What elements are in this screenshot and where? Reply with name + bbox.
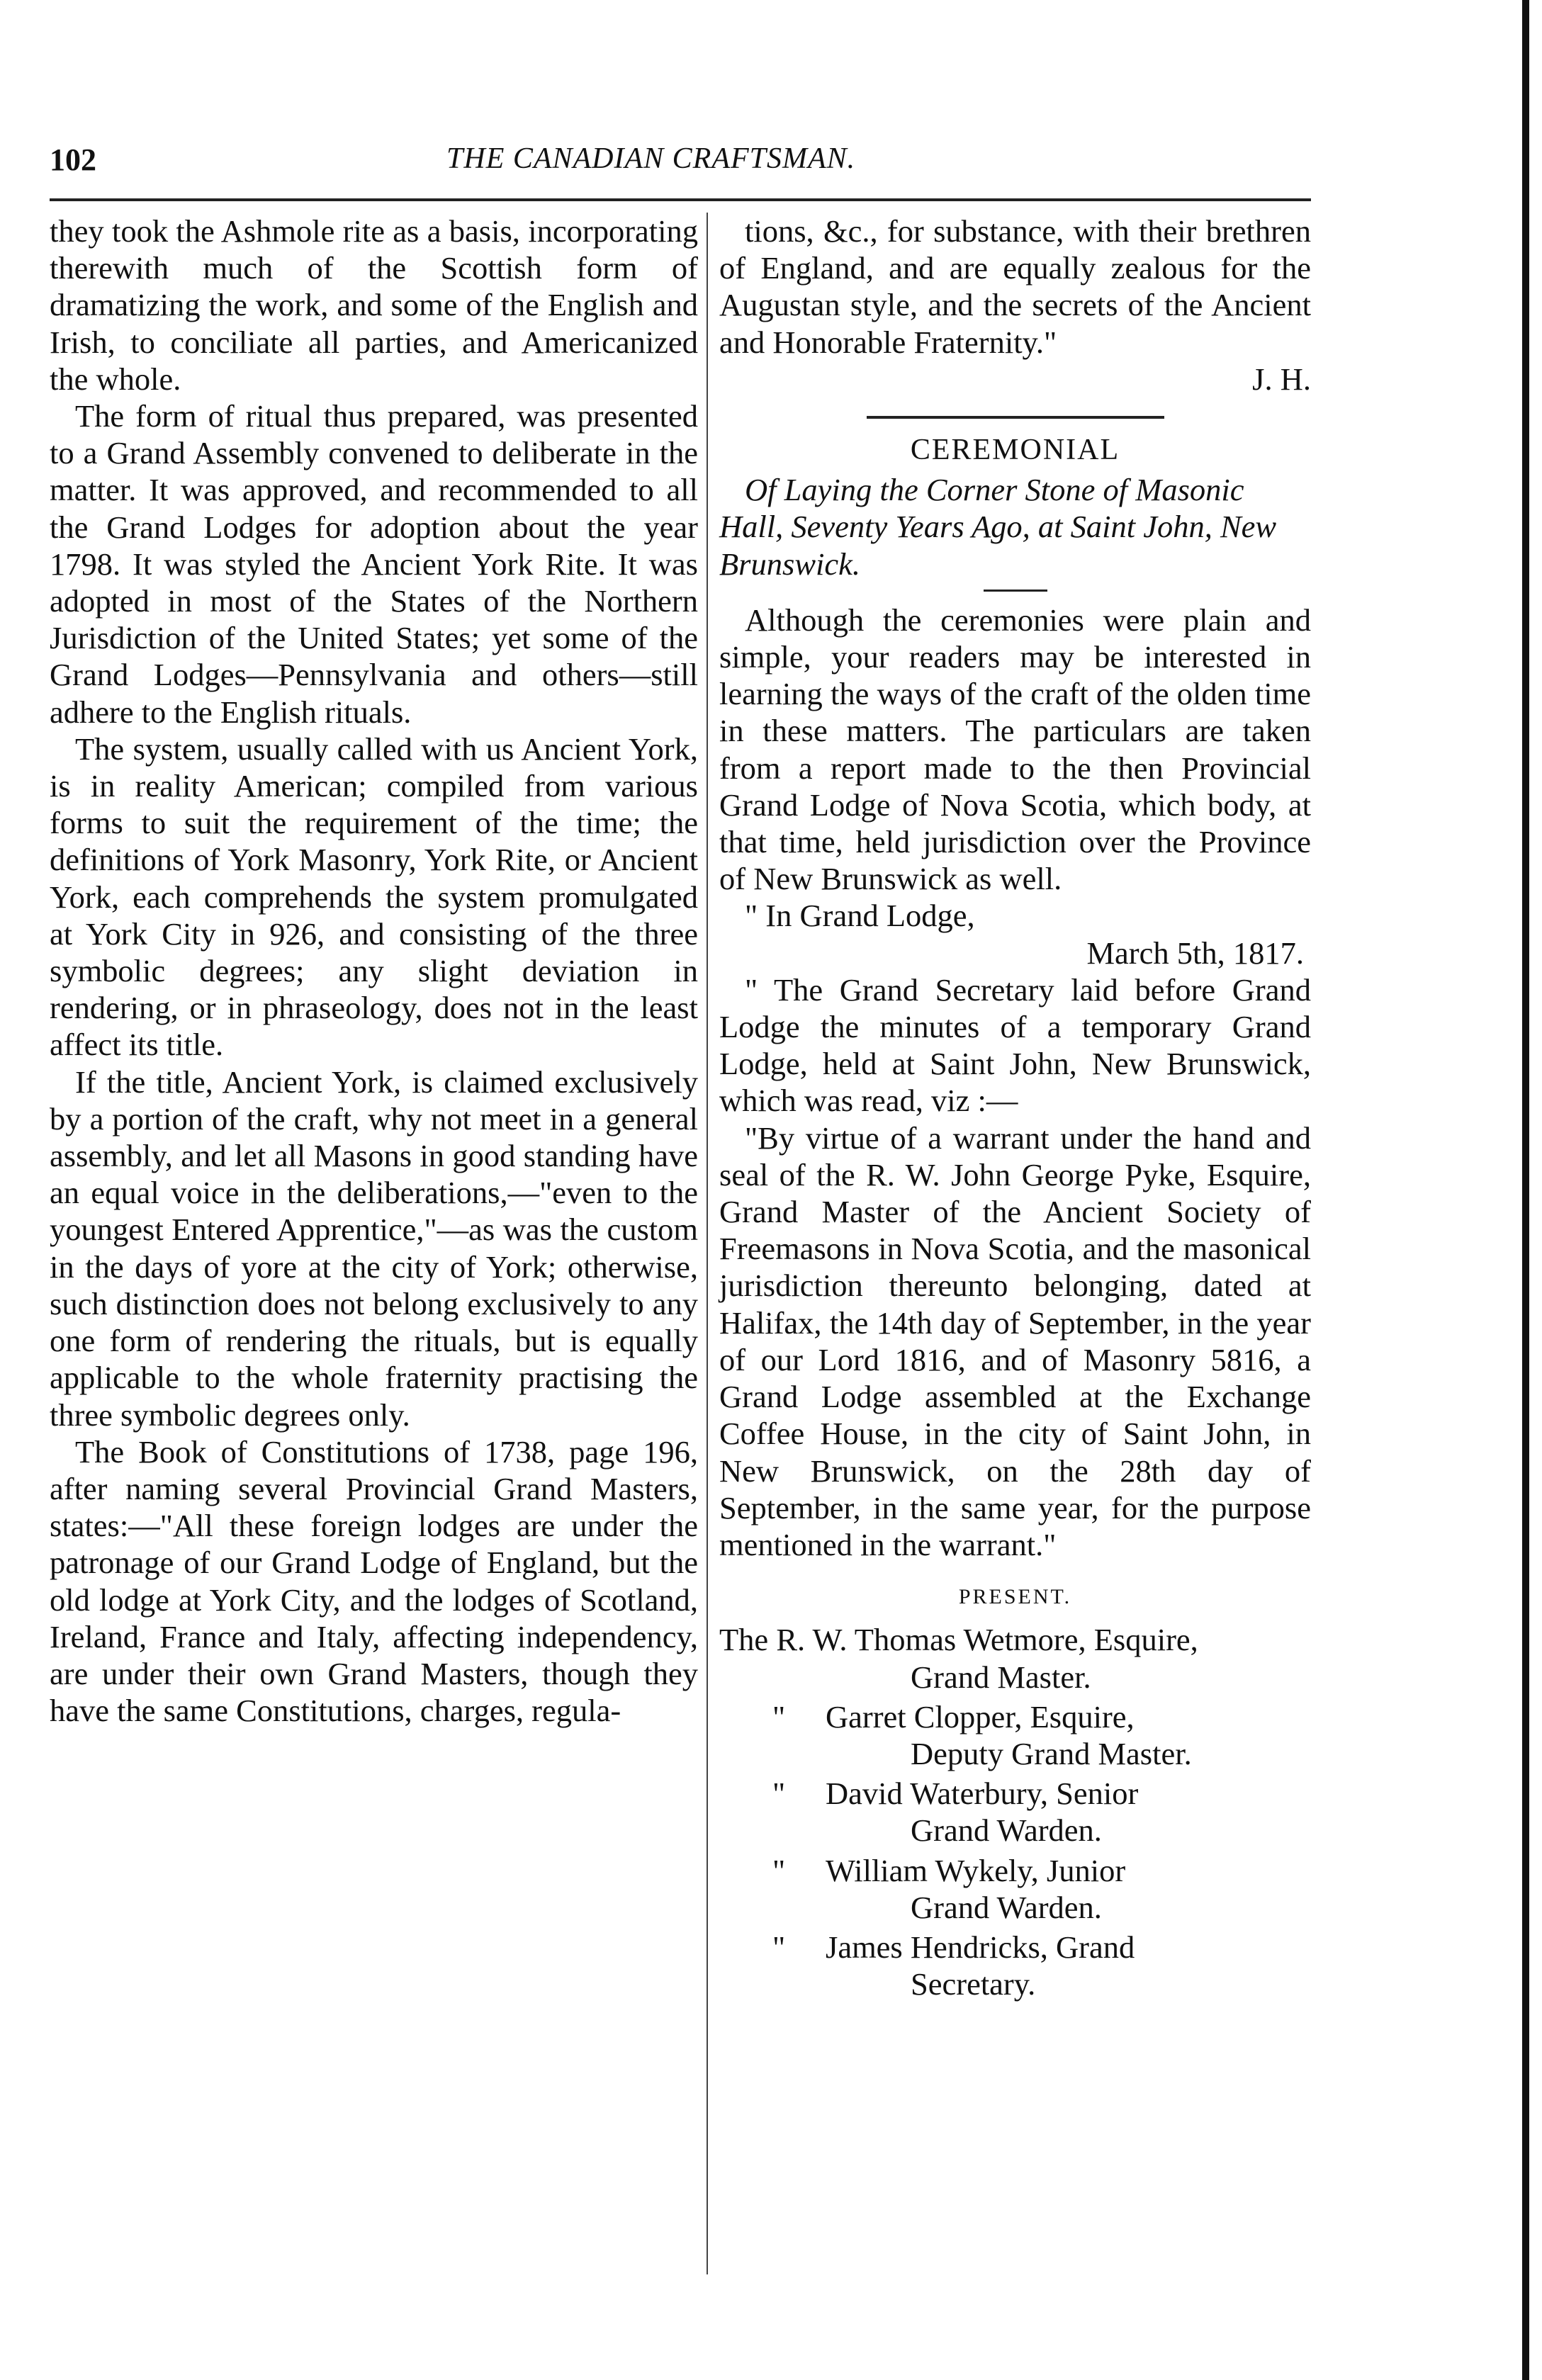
attendee-role: Grand Warden.: [911, 1812, 1102, 1849]
section-subheading: Of Laying the Corner Stone of Masonic Hall, Seventy Years Ago, at Saint John, New Brunswick.: [719, 472, 1277, 582]
section-ornament-rule: [867, 416, 1164, 419]
attendee-role: Grand Master.: [911, 1659, 1091, 1695]
header-rule: [50, 198, 1311, 201]
paragraph: The system, usually called with us Ancient York, is in reality American; compiled from various forms to suit the requirement of the time; the definitions of York Masonry, York Rite, or Ancient York, each comprehends the system promulgated at York City in 926, and consisting of the three symbolic degrees; any slight deviation in rendering, or in phraseology, does not in the least affect its title.: [50, 731, 698, 1063]
attendee-entry: [719, 1852, 1311, 1926]
attendee-role: Secretary.: [911, 1966, 1036, 2002]
right-column: [719, 213, 1311, 2005]
small-divider: [984, 590, 1047, 592]
attendee-name: William Wykely, Junior: [826, 1852, 1126, 1888]
attendee-entry: [719, 1775, 1311, 1849]
left-column: [50, 213, 698, 1729]
page-header: [50, 142, 1311, 198]
paragraph: If the title, Ancient York, is claimed exclusively by a portion of the craft, why not meet in a general assembly, and let all Masons in good standing have an equal voice in the deliberations,—"even to the youngest Entered Apprentice,"—as was the custom in the days of yore at the city of York; otherwise, such distinction does not belong exclusively to any one form of rendering the rituals, but is equally applicable to the whole fraternity practising the three symbolic degrees only.: [50, 1064, 698, 1433]
attendee-name: R. W. Thomas Wetmore, Esquire,: [776, 1622, 1198, 1658]
ditto-mark: ": [772, 1929, 786, 1965]
ditto-mark: ": [772, 1852, 786, 1888]
ditto-mark: ": [772, 1776, 786, 1812]
attendee-name: Garret Clopper, Esquire,: [826, 1698, 1135, 1735]
attendee-list: [719, 1621, 1311, 2002]
attendee-name: David Waterbury, Senior: [826, 1776, 1139, 1812]
paragraph: The form of ritual thus prepared, was presented to a Grand Assembly convened to deliberate in the matter. It was approved, and recommended to all the Grand Lodges for adoption about the year 1798. It was styled the Ancient York Rite. It was adopted in most of the States of the Northern Jurisdiction of the United States; yet some of the Grand Lodges—Pennsylvania and others—still adhere to the English rituals.: [50, 398, 698, 730]
author-signature: J. H.: [1252, 361, 1311, 397]
dateline-date: March 5th, 1817.: [1086, 935, 1304, 971]
paragraph: they took the Ashmole rite as a basis, incorporating therewith much of the Scottish form of dramatizing the work, and some of the English and Irish, to conciliate all parties, and Americanized the whole.: [50, 213, 698, 397]
continued-quote: tions, &c., for substance, with their brethren of England, and are equally zealous for the Augustan style, and the secrets of the Ancient and Honorable Fraternity.": [719, 213, 1311, 360]
minutes-paragraph: " The Grand Secretary laid before Grand Lodge the minutes of a temporary Grand Lodge, held at Saint John, New Brunswick, which was read, viz :—: [719, 971, 1311, 1119]
intro-paragraph: Although the ceremonies were plain and simple, your readers may be interested in learning the ways of the craft of the olden time in these matters. The particulars are taken from a report made to the then Provincial Grand Lodge of Nova Scotia, which body, at that time, held jurisdiction over the Province of New Brunswick as well.: [719, 602, 1311, 897]
attendee-entry: [719, 1929, 1311, 2002]
page-edge-rule: [1522, 0, 1529, 2380]
section-heading: CEREMONIAL: [910, 434, 1120, 467]
attendee-prefix: The: [719, 1622, 769, 1658]
dateline-place: " In Grand Lodge,: [745, 898, 975, 934]
attendee-role: Deputy Grand Master.: [911, 1735, 1192, 1771]
paragraph: The Book of Constitutions of 1738, page 196, after naming several Provincial Grand Masters, states:—"All these foreign lodges are under the patronage of our Grand Lodge of England, but the old lodge at York City, and the lodges of Scotland, Ireland, France and Italy, affecting independency, are under their own Grand Masters, though they have the same Constitutions, charges, regula-: [50, 1433, 698, 1729]
ditto-mark: ": [772, 1698, 786, 1735]
running-title: THE CANADIAN CRAFTSMAN.: [446, 142, 856, 175]
present-label: PRESENT.: [958, 1585, 1072, 1609]
attendee-role: Grand Warden.: [911, 1889, 1102, 1925]
attendee-name: James Hendricks, Grand: [826, 1929, 1135, 1965]
attendee-entry: [719, 1621, 1311, 1695]
page-number: 102: [50, 142, 96, 177]
column-divider: [707, 213, 708, 2274]
warrant-paragraph: "By virtue of a warrant under the hand and seal of the R. W. John George Pyke, Esquire, Grand Master of the Ancient Society of Freemasons in Nova Scotia, and the masonical jurisdiction thereunto belonging, dated at Halifax, the 14th day of September, in the year of our Lord 1816, and of Masonry 5816, a Grand Lodge assembled at the Exchange Coffee House, in the city of Saint John, in New Brunswick, on the 28th day of September, in the same year, for the purpose mentioned in the warrant.": [719, 1119, 1311, 1562]
attendee-entry: [719, 1698, 1311, 1772]
